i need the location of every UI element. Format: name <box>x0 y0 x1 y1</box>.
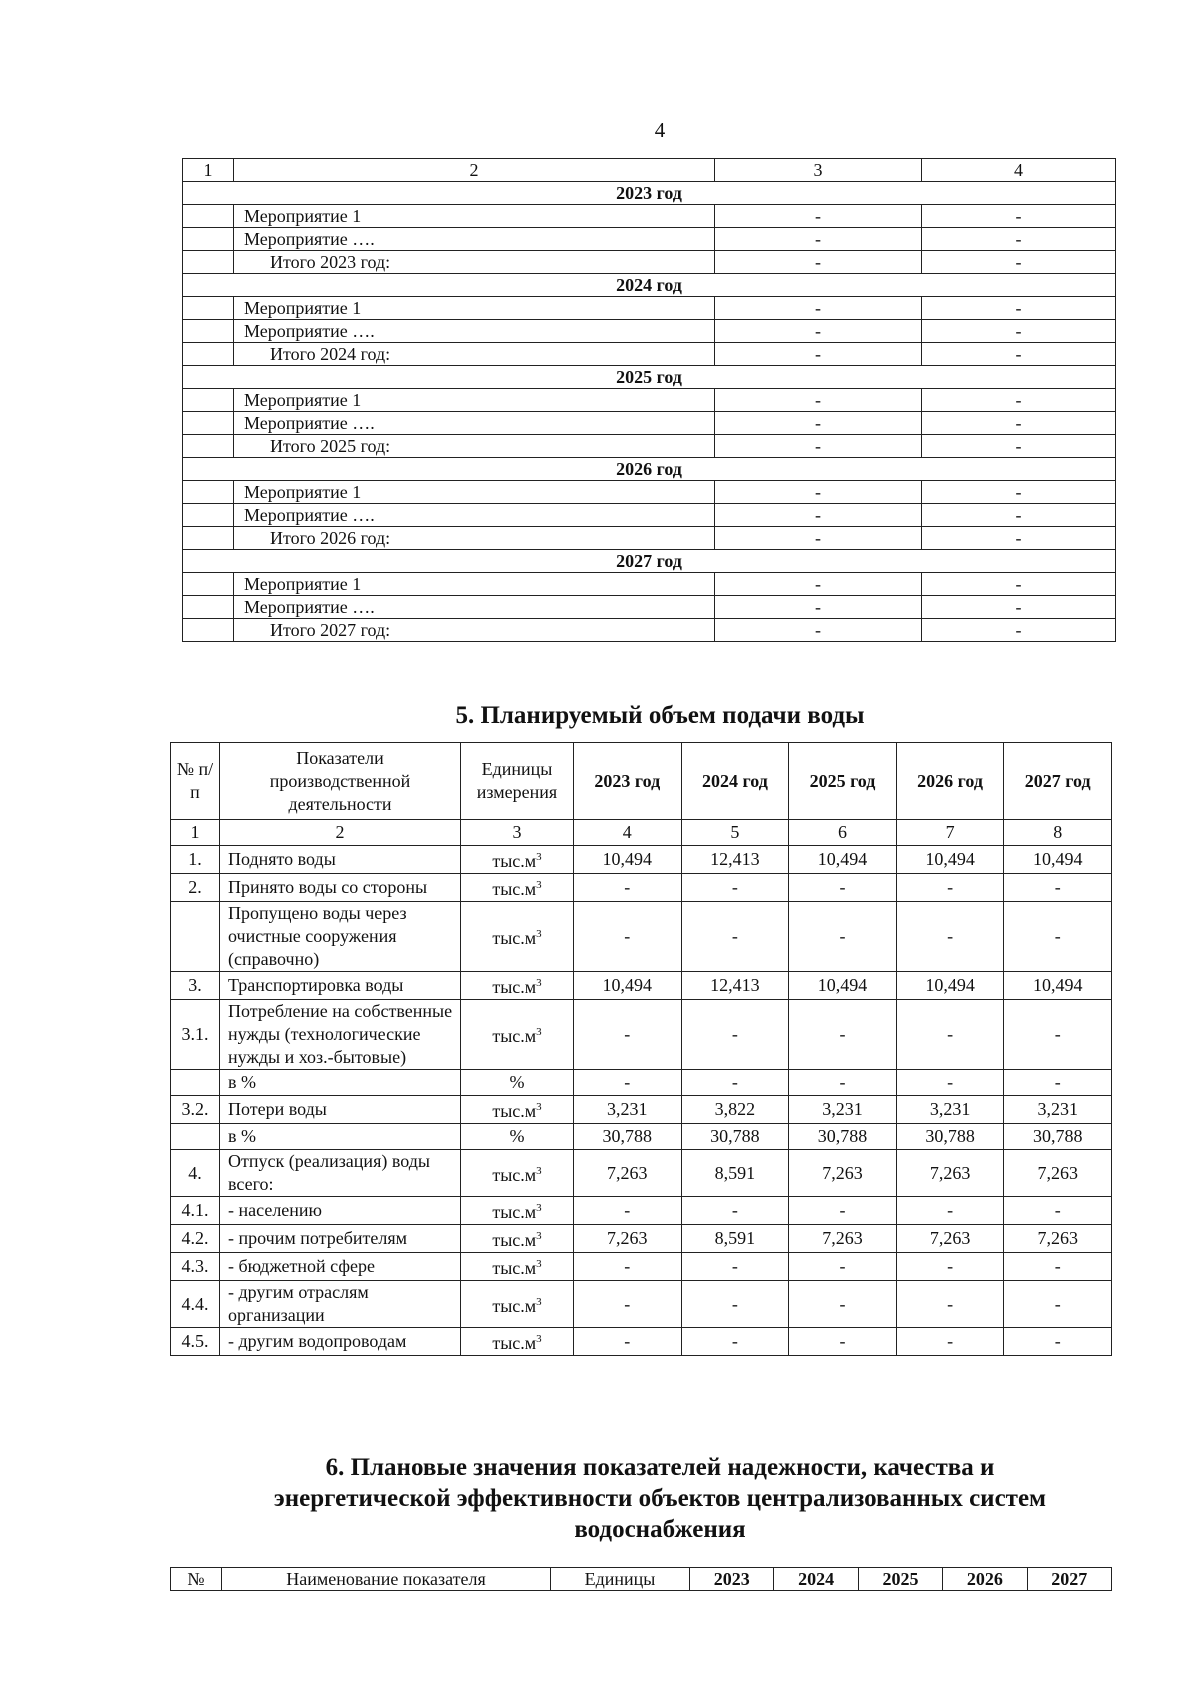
unit-exponent: 3 <box>536 928 542 940</box>
measure-num <box>183 251 234 274</box>
supply-value: - <box>574 1281 682 1328</box>
year-row <box>183 274 1116 297</box>
supply-value: - <box>896 902 1004 972</box>
measure-value: - <box>715 389 922 412</box>
unit-exponent: 3 <box>536 1164 542 1177</box>
measure-value: - <box>922 343 1116 366</box>
supply-unit <box>461 874 574 902</box>
supply-value: - <box>789 1253 897 1281</box>
supply-unit <box>461 1000 574 1070</box>
supply-value: - <box>789 874 897 902</box>
supply-value: 10,494 <box>1004 972 1112 1000</box>
supply-indicator: Транспортировка воды <box>220 972 461 1000</box>
ind-header-2026: 2026 <box>943 1568 1027 1591</box>
supply-value: 10,494 <box>789 972 897 1000</box>
header-num: № п/п <box>171 743 220 820</box>
supply-value: - <box>681 874 789 902</box>
supply-indicator: Отпуск (реализация) воды всего: <box>220 1150 461 1197</box>
measure-name: Мероприятие 1 <box>234 205 715 228</box>
year-label: 2023 год <box>183 182 1116 205</box>
supply-value: 7,263 <box>789 1150 897 1197</box>
unit-base: тыс.м <box>492 1101 537 1121</box>
unit-base: тыс.м <box>492 1333 537 1353</box>
measure-num <box>183 320 234 343</box>
water-supply-header-row <box>171 743 1112 820</box>
supply-value: 10,494 <box>574 972 682 1000</box>
measure-row <box>183 481 1116 504</box>
measure-num <box>183 619 234 642</box>
measure-name: Мероприятие …. <box>234 412 715 435</box>
supply-value: - <box>574 1000 682 1070</box>
supply-value: - <box>896 1000 1004 1070</box>
measures-table-body <box>183 159 1116 642</box>
supply-num: 1. <box>171 846 220 874</box>
supply-value: - <box>681 902 789 972</box>
supply-value: 30,788 <box>789 1124 897 1150</box>
measure-value: - <box>715 320 922 343</box>
measure-value: - <box>715 619 922 642</box>
supply-value: - <box>789 1328 897 1356</box>
supply-value: - <box>1004 874 1112 902</box>
supply-row <box>171 1124 1112 1150</box>
supply-value: - <box>574 1253 682 1281</box>
supply-row <box>171 1225 1112 1253</box>
header-2023: 2023 год <box>574 743 682 820</box>
supply-value: - <box>789 1197 897 1225</box>
year-row <box>183 182 1116 205</box>
ind-header-name: Наименование показателя <box>222 1568 551 1591</box>
supply-value: - <box>1004 1253 1112 1281</box>
supply-value: - <box>896 1253 1004 1281</box>
supply-row <box>171 1197 1112 1225</box>
supply-value: 7,263 <box>896 1150 1004 1197</box>
supply-value: 10,494 <box>1004 846 1112 874</box>
supply-num: 3.2. <box>171 1096 220 1124</box>
supply-value: - <box>681 1000 789 1070</box>
unit-exponent: 3 <box>536 1026 542 1038</box>
supply-value: - <box>896 1281 1004 1328</box>
supply-value: - <box>789 902 897 972</box>
supply-unit <box>461 972 574 1000</box>
measure-row <box>183 228 1116 251</box>
measure-value: - <box>922 251 1116 274</box>
measure-num <box>183 527 234 550</box>
year-row <box>183 458 1116 481</box>
col-header-1: 1 <box>183 159 234 182</box>
header-2027: 2027 год <box>1004 743 1112 820</box>
supply-indicator: - другим водопроводам <box>220 1328 461 1356</box>
supply-unit <box>461 1328 574 1356</box>
unit-base: тыс.м <box>492 1295 537 1316</box>
measure-value: - <box>922 389 1116 412</box>
supply-unit <box>461 1197 574 1225</box>
measure-row <box>183 320 1116 343</box>
col-header-4: 4 <box>922 159 1116 182</box>
measure-name: Мероприятие 1 <box>234 389 715 412</box>
measure-name: Мероприятие 1 <box>234 573 715 596</box>
supply-num <box>171 1124 220 1150</box>
ind-header-num: № <box>171 1568 222 1591</box>
supply-num: 2. <box>171 874 220 902</box>
supply-value: - <box>896 874 1004 902</box>
measure-name: Мероприятие …. <box>234 320 715 343</box>
colnum: 7 <box>896 820 1004 846</box>
measure-row <box>183 527 1116 550</box>
header-2024: 2024 год <box>681 743 789 820</box>
supply-value: 3,231 <box>574 1096 682 1124</box>
supply-value: - <box>681 1281 789 1328</box>
measure-value: - <box>715 412 922 435</box>
measure-value: - <box>715 481 922 504</box>
measure-value: - <box>715 573 922 596</box>
supply-value: 7,263 <box>1004 1150 1112 1197</box>
measure-num <box>183 435 234 458</box>
supply-indicator: Поднято воды <box>220 846 461 874</box>
supply-value: 8,591 <box>681 1225 789 1253</box>
supply-indicator: в % <box>220 1070 461 1096</box>
section-6-title-line1: 6. Плановые значения показателей надежности, качества и <box>325 1454 995 1481</box>
supply-value: - <box>574 902 682 972</box>
supply-value: 8,591 <box>681 1150 789 1197</box>
supply-value: 3,822 <box>681 1096 789 1124</box>
supply-row <box>171 1070 1112 1096</box>
colnum: 6 <box>789 820 897 846</box>
supply-value: - <box>574 874 682 902</box>
measure-row <box>183 205 1116 228</box>
page-number: 4 <box>654 118 666 142</box>
measure-num <box>183 343 234 366</box>
year-row <box>183 366 1116 389</box>
supply-value: - <box>1004 1328 1112 1356</box>
unit-exponent: 3 <box>536 851 542 863</box>
col-header-3: 3 <box>715 159 922 182</box>
measure-value: - <box>922 596 1116 619</box>
measure-num <box>183 412 234 435</box>
supply-value: 7,263 <box>574 1150 682 1197</box>
supply-num: 4.1. <box>171 1197 220 1225</box>
supply-indicator: - другим отраслям организации <box>220 1281 461 1328</box>
supply-value: 30,788 <box>1004 1124 1112 1150</box>
supply-value: - <box>789 1070 897 1096</box>
supply-value: 7,263 <box>896 1225 1004 1253</box>
measure-num <box>183 297 234 320</box>
supply-value: 30,788 <box>896 1124 1004 1150</box>
unit-base: тыс.м <box>492 879 537 899</box>
measure-num <box>183 596 234 619</box>
supply-value: 3,231 <box>789 1096 897 1124</box>
supply-row <box>171 846 1112 874</box>
measure-value: - <box>922 205 1116 228</box>
water-supply-table <box>170 742 1112 1356</box>
measure-value: - <box>715 205 922 228</box>
indicators-header-row <box>171 1568 1112 1591</box>
supply-indicator: Потери воды <box>220 1096 461 1124</box>
measure-value: - <box>715 251 922 274</box>
supply-value: 7,263 <box>574 1225 682 1253</box>
supply-value: 3,231 <box>1004 1096 1112 1124</box>
supply-value: - <box>789 1281 897 1328</box>
supply-value: 10,494 <box>896 972 1004 1000</box>
indicators-table <box>170 1567 1112 1591</box>
supply-value: 7,263 <box>789 1225 897 1253</box>
supply-value: 3,231 <box>896 1096 1004 1124</box>
measure-num <box>183 573 234 596</box>
supply-indicator: - прочим потребителям <box>220 1225 461 1253</box>
colnum: 1 <box>171 820 220 846</box>
supply-value: 30,788 <box>574 1124 682 1150</box>
section-6-title-line3: водоснабжения <box>574 1516 746 1543</box>
supply-unit <box>461 1225 574 1253</box>
measure-name: Мероприятие 1 <box>234 297 715 320</box>
section-6-title-line2: энергетической эффективности объектов централизованных систем <box>273 1485 1047 1512</box>
measure-row <box>183 573 1116 596</box>
supply-value: - <box>896 1070 1004 1096</box>
measure-value: - <box>922 573 1116 596</box>
unit-exponent: 3 <box>536 977 542 989</box>
colnum: 8 <box>1004 820 1112 846</box>
measure-value: - <box>715 435 922 458</box>
header-indicator: Показатели производственной деятельности <box>220 743 461 820</box>
supply-row <box>171 1150 1112 1197</box>
supply-value: 10,494 <box>789 846 897 874</box>
measure-value: - <box>922 297 1116 320</box>
supply-value: - <box>1004 1281 1112 1328</box>
supply-row <box>171 1096 1112 1124</box>
measure-value: - <box>922 320 1116 343</box>
measure-row <box>183 412 1116 435</box>
supply-row <box>171 874 1112 902</box>
supply-value: - <box>681 1197 789 1225</box>
year-label: 2026 год <box>183 458 1116 481</box>
supply-value: - <box>896 1197 1004 1225</box>
measure-num <box>183 481 234 504</box>
supply-num: 4.4. <box>171 1281 220 1328</box>
supply-indicator: - бюджетной сфере <box>220 1253 461 1281</box>
supply-unit <box>461 1253 574 1281</box>
measure-name: Итого 2023 год: <box>234 251 715 274</box>
measure-value: - <box>922 527 1116 550</box>
col-header-2: 2 <box>234 159 715 182</box>
supply-value: - <box>1004 1070 1112 1096</box>
supply-unit <box>461 1281 574 1328</box>
unit-exponent: 3 <box>536 1258 542 1270</box>
ind-header-2023: 2023 <box>690 1568 774 1591</box>
supply-value: 12,413 <box>681 972 789 1000</box>
supply-value: - <box>681 1070 789 1096</box>
supply-row <box>171 1281 1112 1328</box>
supply-value: - <box>1004 1000 1112 1070</box>
unit-base: тыс.м <box>492 851 537 871</box>
colnum: 4 <box>574 820 682 846</box>
unit-base: тыс.м <box>492 1258 537 1278</box>
measure-value: - <box>715 527 922 550</box>
section-5-title: 5. Планируемый объем подачи воды <box>455 702 865 729</box>
measure-value: - <box>922 412 1116 435</box>
year-row <box>183 550 1116 573</box>
measure-name: Итого 2027 год: <box>234 619 715 642</box>
supply-value: - <box>789 1000 897 1070</box>
supply-unit <box>461 846 574 874</box>
colnum: 3 <box>461 820 574 846</box>
measure-row <box>183 297 1116 320</box>
measure-value: - <box>922 619 1116 642</box>
measure-name: Мероприятие …. <box>234 228 715 251</box>
year-label: 2027 год <box>183 550 1116 573</box>
supply-indicator: Потребление на собственные нужды (технологические нужды и хоз.-бытовые) <box>220 1000 461 1070</box>
measures-header-row <box>183 159 1116 182</box>
supply-num: 4.5. <box>171 1328 220 1356</box>
ind-header-unit: Единицы <box>551 1568 690 1591</box>
supply-unit <box>461 902 574 972</box>
supply-value: - <box>681 1328 789 1356</box>
ind-header-2027: 2027 <box>1027 1568 1111 1591</box>
supply-num: 3.1. <box>171 1000 220 1070</box>
supply-value: - <box>574 1197 682 1225</box>
header-unit: Единицы измерения <box>461 743 574 820</box>
supply-value: - <box>681 1253 789 1281</box>
unit-base: тыс.м <box>492 928 537 948</box>
measure-row <box>183 389 1116 412</box>
colnum: 2 <box>220 820 461 846</box>
colnum: 5 <box>681 820 789 846</box>
measure-name: Итого 2024 год: <box>234 343 715 366</box>
supply-num <box>171 902 220 972</box>
measure-name: Мероприятие …. <box>234 596 715 619</box>
measure-name: Итого 2025 год: <box>234 435 715 458</box>
measure-name: Мероприятие 1 <box>234 481 715 504</box>
unit-exponent: 3 <box>536 1295 542 1308</box>
supply-indicator: Принято воды со стороны <box>220 874 461 902</box>
measure-row <box>183 596 1116 619</box>
unit-base: тыс.м <box>492 977 537 997</box>
measure-num <box>183 205 234 228</box>
measure-name: Мероприятие …. <box>234 504 715 527</box>
supply-value: 12,413 <box>681 846 789 874</box>
measures-table <box>182 158 1116 642</box>
supply-value: - <box>896 1328 1004 1356</box>
water-supply-colnum-row <box>171 820 1112 846</box>
header-2026: 2026 год <box>896 743 1004 820</box>
supply-num: 3. <box>171 972 220 1000</box>
supply-num: 4. <box>171 1150 220 1197</box>
supply-value: - <box>574 1328 682 1356</box>
measure-value: - <box>715 228 922 251</box>
unit-exponent: 3 <box>536 1202 542 1214</box>
supply-value: 7,263 <box>1004 1225 1112 1253</box>
measure-row <box>183 251 1116 274</box>
supply-unit: % <box>461 1124 574 1150</box>
header-2025: 2025 год <box>789 743 897 820</box>
supply-indicator: Пропущено воды через очистные сооружения (справочно) <box>220 902 461 972</box>
supply-row <box>171 1328 1112 1356</box>
supply-value: - <box>1004 1197 1112 1225</box>
unit-exponent: 3 <box>536 1230 542 1242</box>
measure-row <box>183 504 1116 527</box>
year-label: 2024 год <box>183 274 1116 297</box>
measure-value: - <box>715 504 922 527</box>
measure-num <box>183 389 234 412</box>
supply-row <box>171 1000 1112 1070</box>
supply-unit <box>461 1150 574 1197</box>
section-6-title <box>0 1452 1200 1545</box>
measure-value: - <box>922 435 1116 458</box>
supply-row <box>171 902 1112 972</box>
supply-value: - <box>1004 902 1112 972</box>
measure-name: Итого 2026 год: <box>234 527 715 550</box>
supply-num: 4.3. <box>171 1253 220 1281</box>
unit-base: тыс.м <box>492 1026 537 1046</box>
water-supply-body <box>171 846 1112 1356</box>
supply-indicator: в % <box>220 1124 461 1150</box>
supply-value: - <box>574 1070 682 1096</box>
supply-row <box>171 972 1112 1000</box>
measure-value: - <box>922 481 1116 504</box>
measure-value: - <box>922 228 1116 251</box>
year-label: 2025 год <box>183 366 1116 389</box>
unit-exponent: 3 <box>536 1101 542 1113</box>
ind-header-2024: 2024 <box>774 1568 858 1591</box>
measure-value: - <box>715 343 922 366</box>
measure-value: - <box>715 596 922 619</box>
supply-value: 30,788 <box>681 1124 789 1150</box>
unit-base: тыс.м <box>492 1230 537 1250</box>
measure-row <box>183 435 1116 458</box>
supply-row <box>171 1253 1112 1281</box>
measure-row <box>183 343 1116 366</box>
supply-unit: % <box>461 1070 574 1096</box>
measure-value: - <box>715 297 922 320</box>
supply-indicator: - населению <box>220 1197 461 1225</box>
supply-value: 10,494 <box>574 846 682 874</box>
supply-value: 10,494 <box>896 846 1004 874</box>
unit-exponent: 3 <box>536 879 542 891</box>
measure-num <box>183 228 234 251</box>
supply-num <box>171 1070 220 1096</box>
measure-num <box>183 504 234 527</box>
supply-unit <box>461 1096 574 1124</box>
measure-row <box>183 619 1116 642</box>
supply-num: 4.2. <box>171 1225 220 1253</box>
measure-value: - <box>922 504 1116 527</box>
ind-header-2025: 2025 <box>858 1568 942 1591</box>
unit-base: тыс.м <box>492 1202 537 1222</box>
unit-base: тыс.м <box>492 1164 537 1185</box>
unit-exponent: 3 <box>536 1333 542 1345</box>
